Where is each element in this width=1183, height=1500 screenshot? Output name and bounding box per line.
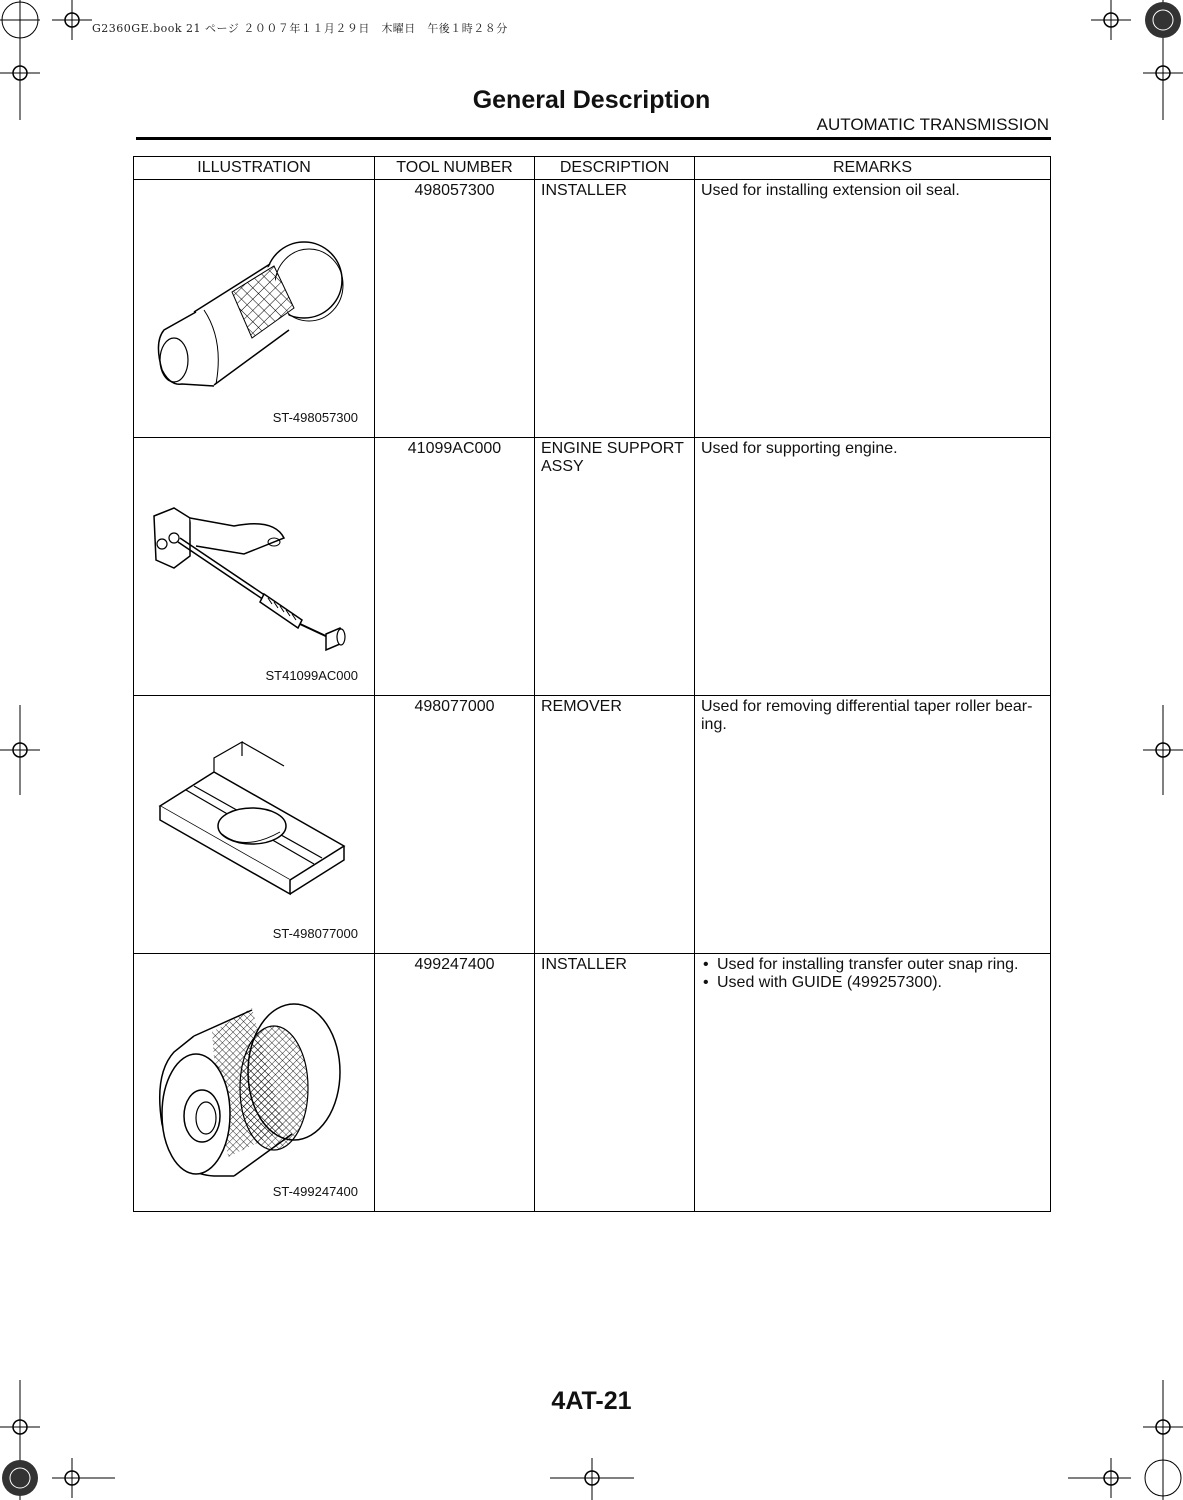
remark-item: • Used with GUIDE (499257300). [701, 974, 1044, 992]
tool-description: REMOVER [535, 696, 695, 954]
remarks-list [701, 956, 1044, 992]
table-row [134, 438, 1051, 696]
table-row [134, 696, 1051, 954]
tool-remarks [695, 438, 1051, 696]
illustration-code: ST-499247400 [272, 1184, 358, 1199]
section-label: AUTOMATIC TRANSMISSION [816, 115, 1049, 134]
remark-text: Used for supporting engine. [701, 440, 898, 457]
tool-remarks [695, 954, 1051, 1212]
illustration-cell [134, 438, 375, 696]
header-remarks: REMARKS [695, 157, 1051, 180]
page-number: 4AT-21 [551, 1387, 632, 1415]
page-title: General Description [472, 86, 711, 114]
remark-text: Used for installing extension oil seal. [701, 182, 960, 199]
registration-mark-mid-right [1143, 705, 1183, 795]
remark-item: • Used for installing transfer outer snap ring. [701, 956, 1044, 974]
registration-mark-bottom-center [550, 1458, 634, 1500]
engine-support-illustration [134, 438, 374, 694]
tool-number: 41099AC000 [375, 438, 535, 696]
illustration-cell [134, 180, 375, 438]
table-header-row [134, 157, 1051, 180]
remark-text: Used for removing differential taper roller bear-ing. [701, 698, 1033, 733]
illustration-cell [134, 696, 375, 954]
table-row [134, 954, 1051, 1212]
header-illustration: ILLUSTRATION [134, 157, 375, 180]
tool-description: ENGINE SUPPORT ASSY [535, 438, 695, 696]
illustration-code: ST41099AC000 [265, 668, 358, 683]
tool-remarks [695, 180, 1051, 438]
illustration-code: ST-498057300 [272, 410, 358, 425]
header-rule [136, 137, 1051, 140]
table-row [134, 180, 1051, 438]
tool-number: 498057300 [375, 180, 535, 438]
illustration-cell [134, 954, 375, 1212]
remover-tool-illustration [134, 696, 374, 952]
tool-remarks [695, 696, 1051, 954]
tool-description: INSTALLER [535, 954, 695, 1212]
print-crop-header: G2360GE.book 21 ページ ２００７年１１月２９日 木曜日 午後１時２８分 [92, 22, 508, 35]
registration-mark-mid-left [0, 705, 40, 795]
tool-number: 498077000 [375, 696, 535, 954]
snap-ring-installer-illustration [134, 954, 374, 1210]
header-tool-number: TOOL NUMBER [375, 157, 535, 180]
installer-tool-illustration [134, 180, 374, 436]
tool-number: 499247400 [375, 954, 535, 1212]
special-tools-table [133, 156, 1051, 1212]
header-description: DESCRIPTION [535, 157, 695, 180]
illustration-code: ST-498077000 [272, 926, 358, 941]
tool-description: INSTALLER [535, 180, 695, 438]
